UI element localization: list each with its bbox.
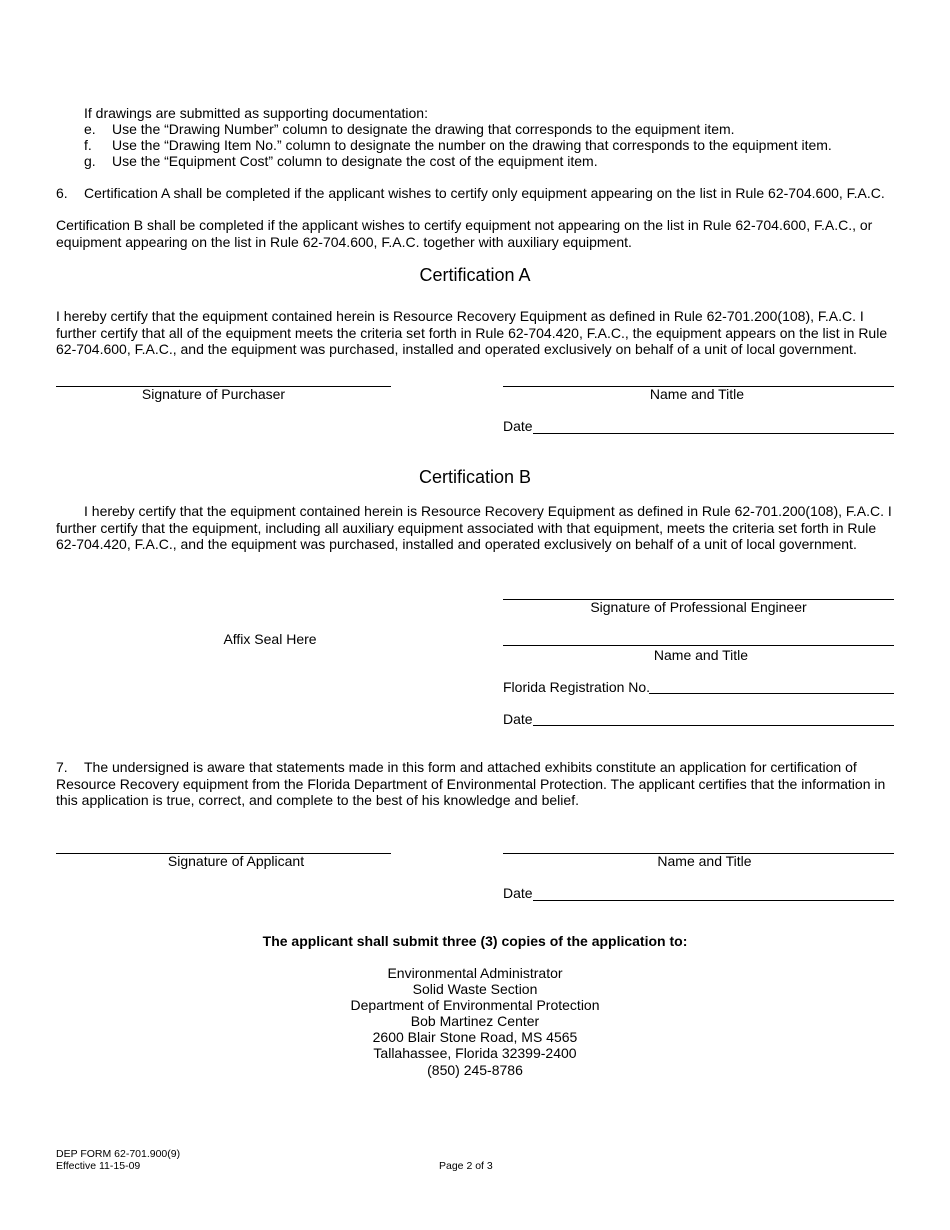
- cert-b-date-label: Date: [503, 711, 533, 727]
- item6-text: Certification A shall be completed if the applicant wishes to certify only equipment appearing on the list in Rule 62-704.600, F.A.C.: [84, 185, 885, 201]
- effective-date: Effective 11-15-09: [56, 1160, 141, 1172]
- item7-date-line[interactable]: [533, 900, 894, 901]
- page-number: Page 2 of 3: [439, 1160, 493, 1172]
- address-line: Solid Waste Section: [412, 981, 538, 998]
- cert-a-name-title-label: Name and Title: [649, 386, 745, 402]
- cert-a-title: Certification A: [419, 265, 531, 285]
- item7-date-label: Date: [503, 885, 533, 901]
- address-line: Department of Environmental Protection: [350, 997, 600, 1014]
- address-line: Tallahassee, Florida 32399-2400: [373, 1045, 577, 1062]
- instruction-letter: g.: [84, 153, 96, 169]
- fl-registration-line[interactable]: [649, 693, 894, 694]
- cert-b-title: Certification B: [418, 467, 532, 487]
- instruction-item-g: [84, 153, 96, 169]
- mailing-address: [0, 965, 950, 1078]
- fl-registration-label: Florida Registration No.: [503, 679, 651, 695]
- instruction-text-f: Use the “Drawing Item No.” column to designate the number on the drawing that corresponds to the equipment item.: [112, 137, 832, 153]
- affix-seal-label: Affix Seal Here: [223, 631, 317, 647]
- instruction-text-g: Use the “Equipment Cost” column to designate the cost of the equipment item.: [112, 153, 598, 169]
- cert-b-text: I hereby certify that the equipment contained herein is Resource Recovery Equipment as defined in Rule 62-701.200(108), F.A.C. I further certify that the equipment, including all auxiliary equipment associated with that equipment, meets the criteria set forth in Rule 62-704.420, F.A.C., and the equipment was purchased, installed and operated exclusively on behalf of a unit of local government.: [56, 503, 892, 552]
- instruction-item-e: [84, 121, 96, 137]
- instruction-letter: f.: [84, 137, 92, 153]
- instruction-letter: e.: [84, 121, 96, 137]
- cert-b-date-line[interactable]: [533, 725, 894, 726]
- instruction-item-f: [84, 137, 92, 153]
- cert-a-text: I hereby certify that the equipment contained herein is Resource Recovery Equipment as defined in Rule 62-701.200(108), F.A.C. I further certify that all of the equipment meets the criteria set forth in Rule 62-704.420, F.A.C., the equipment appears on the list in Rule 62-704.600, F.A.C., and the equipment was purchased, installed and operated exclusively on behalf of a unit of local government.: [56, 308, 888, 357]
- item7-number: 7.: [56, 759, 68, 775]
- address-phone: (850) 245-8786: [427, 1061, 523, 1078]
- form-number: DEP FORM 62-701.900(9): [56, 1148, 181, 1160]
- cert-b-name-title-line[interactable]: [503, 645, 894, 646]
- submit-heading: The applicant shall submit three (3) copies of the application to:: [262, 933, 688, 949]
- cert-b-note: Certification B shall be completed if the applicant wishes to certify equipment not appearing on the list in Rule 62-704.600, F.A.C., or equipment appearing on the list in Rule 62-704.600, F.A.C. together with auxiliary equipment.: [56, 217, 873, 250]
- item7-text: The undersigned is aware that statements made in this form and attached exhibits constitute an application for certification of Resource Recovery equipment from the Florida Department of Environmental Protection. The applicant certifies that the information in this application is true, correct, and complete to the best of his knowledge and belief.: [56, 759, 886, 808]
- purchaser-signature-label: Signature of Purchaser: [141, 386, 286, 402]
- item7-paragraph: [56, 759, 896, 809]
- instruction-text-e: Use the “Drawing Number” column to designate the drawing that corresponds to the equipment item.: [112, 121, 735, 137]
- address-line: Environmental Administrator: [387, 965, 563, 981]
- item6-number: 6.: [56, 185, 68, 201]
- drawings-intro: If drawings are submitted as supporting documentation:: [84, 105, 428, 121]
- applicant-signature-label: Signature of Applicant: [167, 853, 305, 869]
- item7-name-title-label: Name and Title: [657, 853, 752, 869]
- pe-signature-label: Signature of Professional Engineer: [590, 599, 807, 615]
- address-line: Bob Martinez Center: [410, 1013, 540, 1030]
- cert-a-date-label: Date: [503, 418, 533, 434]
- cert-b-name-title-label: Name and Title: [653, 647, 749, 663]
- address-line: 2600 Blair Stone Road, MS 4565: [372, 1029, 578, 1046]
- cert-a-date-line[interactable]: [533, 433, 894, 434]
